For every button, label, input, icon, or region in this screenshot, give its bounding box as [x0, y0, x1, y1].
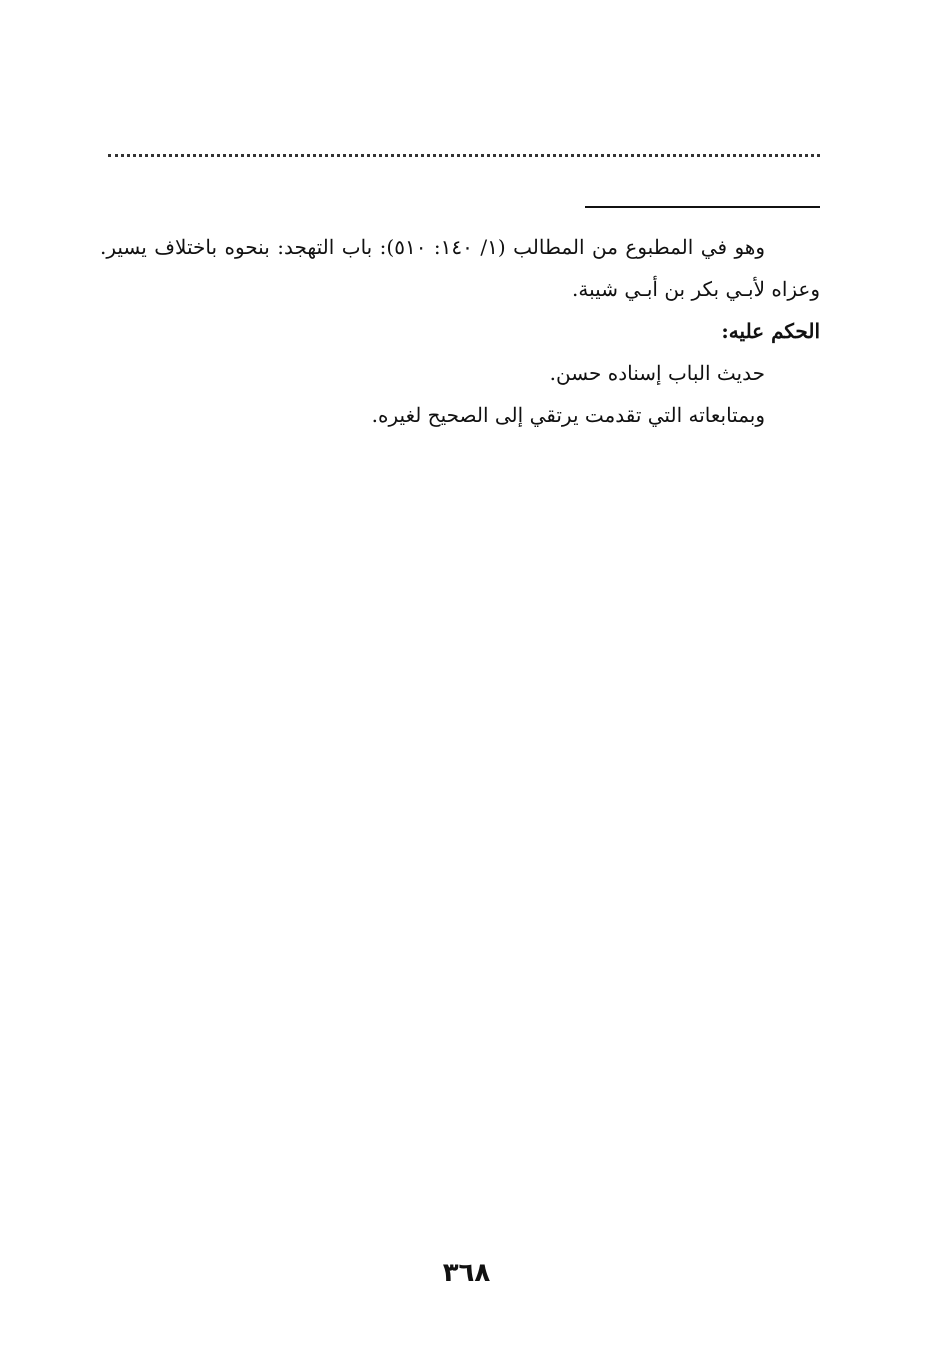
ruling-heading: الحكم عليه:: [721, 319, 820, 343]
ruling-line-1: حديث الباب إسناده حسن.: [549, 361, 765, 385]
page-number: ٣٦٨: [442, 1258, 491, 1288]
ruling-line-2: وبمتابعاته التي تقدمت يرتقي إلى الصحيح لغيره.: [371, 403, 765, 427]
footnote-paragraph: وهو في المطبوع من المطالب (١/ ١٤٠: ٥١٠): باب التهجد: بنحوه باختلاف يسير. وعزاه لأبـي بكر بن أبـي شيبة.: [100, 235, 820, 301]
footnote-separator: [585, 206, 820, 208]
body-text: [100, 226, 820, 436]
dotted-separator: [108, 154, 820, 157]
